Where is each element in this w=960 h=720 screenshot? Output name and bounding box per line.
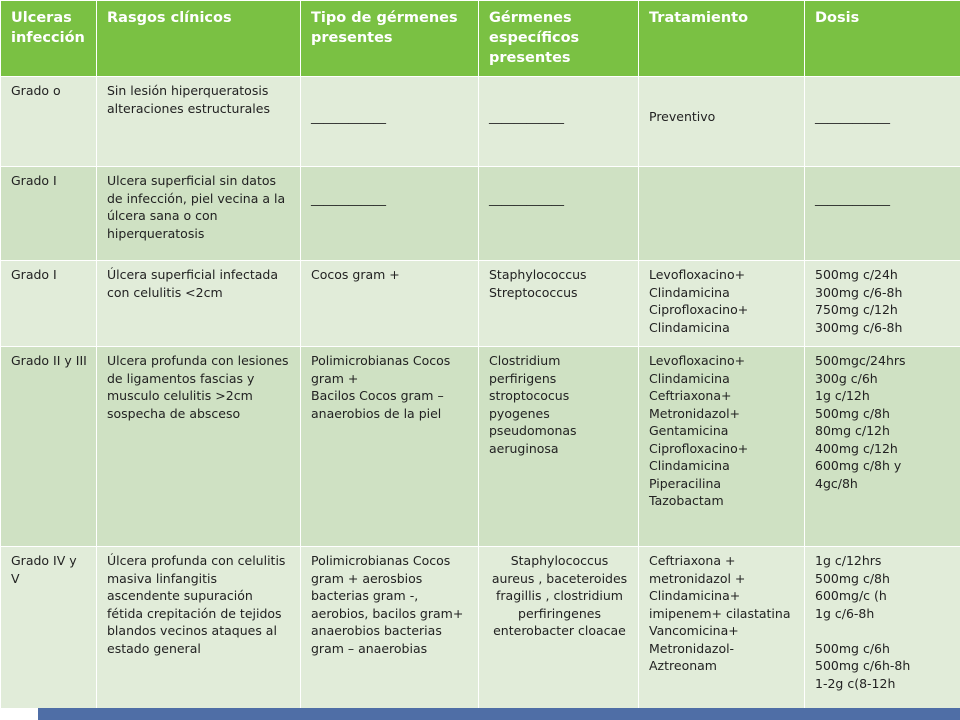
cell-dosis xyxy=(805,167,960,261)
table-row xyxy=(1,347,960,547)
cell-tipo xyxy=(301,261,479,347)
cell-line: Polimicrobianas Cocos gram + xyxy=(311,353,451,386)
cell-rasgos: Sin lesión hiperqueratosis alteraciones estructurales xyxy=(97,77,301,167)
cell-line: Cocos gram + xyxy=(311,267,400,282)
cell-line: 500mg c/24h xyxy=(815,267,898,282)
cell-rasgos: Ulcera profunda con lesiones de ligamentos fascias y musculo celulitis >2cm sospecha de absceso xyxy=(97,347,301,547)
cell-line: Clindamicina xyxy=(649,319,730,335)
cell-line: Ceftriaxona + metronidazol + Clindamicina+ imipenem+ cilastatina Vancomicina+ Metronidazol- Aztreonam xyxy=(649,553,791,673)
cell-grado: Grado II y III xyxy=(1,347,97,547)
cell-line: Metronidazol+ xyxy=(649,405,741,421)
cell-line: Clindamicina xyxy=(649,458,730,473)
header-germenes: Gérmenes específicos presentes xyxy=(479,1,639,77)
cell-line: Clostridium perfirigens stroptococus pyogenes pseudomonas aeruginosa xyxy=(489,353,577,456)
cell-line: ____________ xyxy=(311,109,386,124)
cell-line: 500mg c/6h xyxy=(815,640,890,656)
cell-line: Clindamicina xyxy=(649,284,730,300)
cell-line: Clindamicina xyxy=(649,370,730,386)
cell-line: Streptococcus xyxy=(489,284,578,300)
cell-line: 4gc/8h xyxy=(815,475,858,491)
cell-grado: Grado o xyxy=(1,77,97,167)
header-ulceras: Ulceras infección xyxy=(1,1,97,77)
cell-line: ____________ xyxy=(311,191,386,206)
cell-tratamiento xyxy=(639,167,805,261)
cell-line: Tazobactam xyxy=(649,493,724,508)
cell-dosis xyxy=(805,77,960,167)
cell-tipo xyxy=(301,77,479,167)
cell-line: Levofloxacino+ xyxy=(649,267,746,282)
cell-line: 300mg c/6-8h xyxy=(815,284,903,300)
cell-tipo xyxy=(301,167,479,261)
cell-line: 1g c/6-8h xyxy=(815,605,875,621)
cell-germenes xyxy=(479,167,639,261)
cell-line: 600mg c/8h y xyxy=(815,458,902,473)
cell-line: 300g c/6h xyxy=(815,370,878,386)
cell-line: 500mg c/8h xyxy=(815,405,890,421)
cell-line: Ciprofloxacino+ xyxy=(649,302,749,317)
cell-line: ____________ xyxy=(815,109,890,124)
table-row xyxy=(1,261,960,347)
header-row xyxy=(1,1,960,77)
cell-line: 500mg c/6h-8h xyxy=(815,658,911,673)
cell-tratamiento xyxy=(639,347,805,547)
cell-line: Staphylococcus aureus , baceteroides fragillis , clostridium perfiringenes enterobacter cloacae xyxy=(491,553,628,638)
cell-line: 80mg c/12h xyxy=(815,423,890,438)
cell-line: Staphylococcus xyxy=(489,267,587,282)
cell-line: ____________ xyxy=(489,109,564,124)
table-row xyxy=(1,77,960,167)
cell-line: Preventivo xyxy=(649,109,716,124)
bottom-accent-bar xyxy=(38,708,960,720)
cell-germenes xyxy=(479,261,639,347)
cell-germenes xyxy=(479,347,639,547)
cell-dosis xyxy=(805,261,960,347)
cell-line: Ciprofloxacino+ xyxy=(649,440,749,456)
cell-tratamiento xyxy=(639,261,805,347)
cell-tratamiento xyxy=(639,77,805,167)
cell-line: ____________ xyxy=(489,191,564,206)
cell-line: Polimicrobianas Cocos gram + aerosbios bacterias gram -, aerobios, bacilos gram+ anaerobios bacterias gram – anaerobias xyxy=(311,553,464,656)
cell-dosis xyxy=(805,347,960,547)
cell-tipo xyxy=(301,347,479,547)
cell-rasgos: Úlcera superficial infectada con celulitis <2cm xyxy=(97,261,301,347)
cell-germenes xyxy=(479,77,639,167)
cell-rasgos: Ulcera superficial sin datos de infección, piel vecina a la úlcera sana o con hiperqueratosis xyxy=(97,167,301,261)
cell-line: Piperacilina xyxy=(649,475,722,491)
cell-line: Bacilos Cocos gram – anaerobios de la piel xyxy=(311,388,444,421)
cell-line: 1g c/12h xyxy=(815,388,870,403)
cell-line: Ceftriaxona+ xyxy=(649,388,732,403)
cell-line: Gentamicina xyxy=(649,423,729,438)
cell-grado: Grado I xyxy=(1,261,97,347)
cell-line: Levofloxacino+ xyxy=(649,353,746,368)
cell-line: 1g c/12hrs xyxy=(815,553,882,568)
cell-rasgos: Úlcera profunda con celulitis masiva linfangitis ascendente supuración fétida crepitación de tejidos blandos vecinos ataques al estado general xyxy=(97,547,301,709)
header-tipo: Tipo de gérmenes presentes xyxy=(301,1,479,77)
header-dosis: Dosis xyxy=(805,1,960,77)
cell-line: 750mg c/12h xyxy=(815,302,898,317)
cell-line: ____________ xyxy=(815,191,890,206)
cell-line: 400mg c/12h xyxy=(815,440,898,456)
cell-tipo xyxy=(301,547,479,709)
cell-line: 500mg c/8h xyxy=(815,570,890,586)
cell-germenes xyxy=(479,547,639,709)
cell-dosis xyxy=(805,547,960,709)
cell-line: 300mg c/6-8h xyxy=(815,319,903,335)
header-tratamiento: Tratamiento xyxy=(639,1,805,77)
header-rasgos: Rasgos clínicos xyxy=(97,1,301,77)
table-row xyxy=(1,547,960,709)
cell-line: 1-2g c(8-12h xyxy=(815,675,896,691)
cell-grado: Grado IV y V xyxy=(1,547,97,709)
cell-line xyxy=(815,622,952,640)
cell-tratamiento xyxy=(639,547,805,709)
cell-grado: Grado I xyxy=(1,167,97,261)
cell-line: 600mg/c (h xyxy=(815,588,887,603)
cell-line: 500mgc/24hrs xyxy=(815,353,906,368)
table-row xyxy=(1,167,960,261)
